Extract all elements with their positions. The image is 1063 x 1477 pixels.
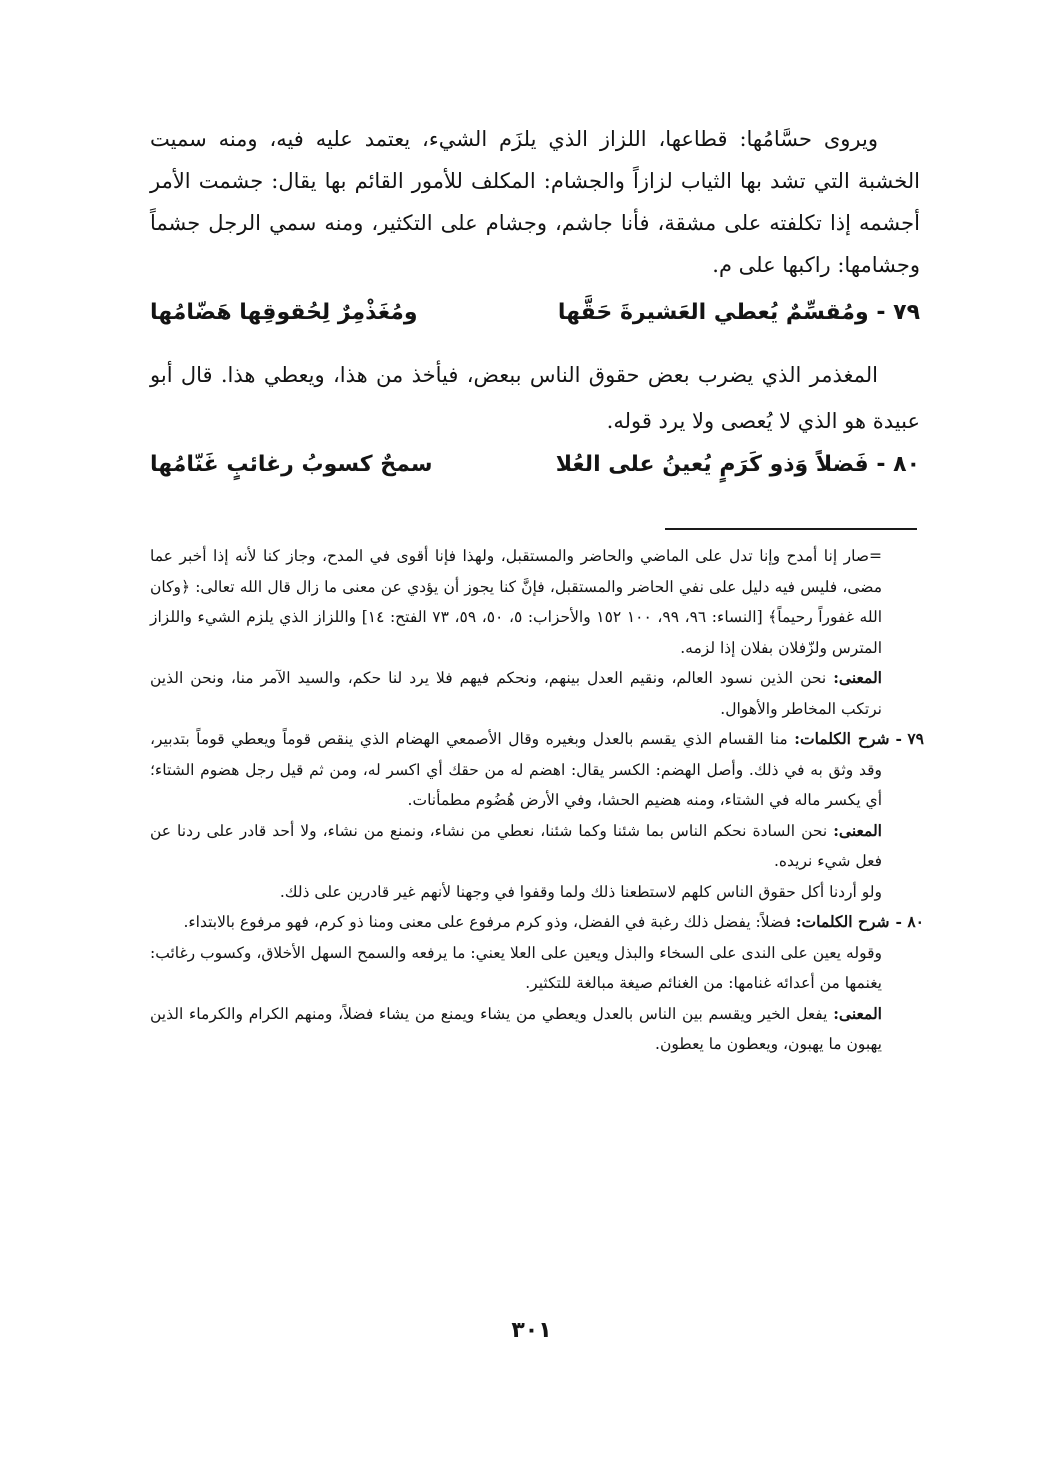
verse-79 — [150, 300, 920, 325]
footnote-79-meaning — [150, 816, 924, 877]
words-label-79: شرح الكلمات: — [794, 729, 890, 748]
footnote-79-lead — [890, 730, 925, 748]
verse-79-number: ٧٩ - — [876, 300, 920, 325]
footnote-79-extra: ولو أردنا أكل حقوق الناس كلهم لاستطعنا ذلك ولما وقفوا في وجهنا لأنهم غير قادرين على ذلك. — [279, 882, 882, 901]
footnote-separator — [665, 528, 917, 530]
footnote-80-lead — [890, 913, 925, 931]
verse-80-second-hemistich: سمحٌ كسوبُ رغائبٍ غَنّامُها — [150, 452, 433, 477]
meaning-label: المعنى: — [833, 668, 882, 687]
main-text — [150, 118, 920, 286]
footnote-80-number: ٨٠ - — [895, 912, 924, 931]
footnote-79-meaning-text: نحن السادة نحكم الناس بما شئنا وكما شئنا، نعطي من نشاء، ونمنع من نشاء، ولا أحد قادر على ردنا عن فعل شيء نريده. — [150, 821, 882, 870]
verse-79-first-hemistich — [558, 300, 920, 325]
verse-79-second-hemistich: ومُغَذْمِرٌ لِحُقوقِها هَضّامُها — [150, 300, 418, 325]
commentary-paragraph: ويروى حسَّامُها: قطاعها، اللزاز الذي يلزَم الشيء، يعتمد عليه فيه، ومنه سميت الخشبة التي تشد بها الثياب لزازاً والجشام: المكلف للأمور القائم بها يقال: جشمت الأمر أجشمه إذا تكلفته على مشقة، فأنا جاشم، وجشام على التكثير، ومنه سمي الرجل جشماً وجشامها: راكبها على م. — [150, 127, 920, 277]
footnote-80-words: فضلاً: يفضل ذلك رغبة في الفضل، وذو كرم مرفوع على معنى ومنا ذو كرم، فهو مرفوع بالابتداء. — [183, 913, 791, 931]
verse-79-first-text: ومُقسِّمٌ يُعطي العَشيرةَ حَقَّها — [557, 300, 869, 325]
footnote-80-meaning-text: يفعل الخير ويقسم بين الناس بالعدل ويعطي من يشاء ويمنع من يشاء فضلاً، ومنهم الكرام والكرماء الذين يهبون ما يهبون، ويعطون ما يعطون. — [150, 1004, 882, 1053]
footnote-79 — [150, 724, 924, 816]
words-label-80: شرح الكلمات: — [795, 912, 890, 931]
footnote-80-extra: وقوله يعين على الندى على السخاء والبذل ويعين على العلا يعني: ما يرفعه والسمح السهل الأخلاق، وكسوب رغائب: يغنمها من أعدائه غنامها: من الغنائم صيغة مبالغة للتكثير. — [150, 943, 882, 992]
meaning-text: نحن الذين نسود العالم، ونقيم العدل بينهم، ونحكم فيهم فلا يرد لنا حكم، والسيد الآمر منا، ونحن الذين نرتكب المخاطر والأهوال. — [150, 669, 882, 718]
footnote-79-words: منا القسام الذي يقسم بالعدل وبغيره وقال الأصمعي الهضام الذي ينقص قوماً ويعطي قوماً بتدبير، وقد وثق به في ذلك. وأصل الهضم: الكسر يقال: اهضم له من حقك أي اكسر له، ومن ثم قيل رجل هضوم الشتاء؛ أي يكسر ماله في الشتاء، ومنه هضيم الحشا، وفي الأرض هُضُوم مطمأنات. — [150, 730, 882, 809]
footnote-meaning-prev — [150, 663, 924, 724]
commentary-paragraph-2: المغذمر الذي يضرب بعض حقوق الناس ببعض، فيأخذ من هذا، ويعطي هذا. قال أبو عبيدة هو الذي لا يُعصى ولا يرد قوله. — [150, 363, 920, 433]
footnote-continuation: =صار إنا أمدح وإنا تدل على الماضي والحاضر والمستقبل، ولهذا فإنا أقوى في المدح، وجاز كنا لأنه إذا أخبر عما مضى، فليس فيه دليل على نفي الحاضر والمستقبل، فإنَّ كنا يجوز أن يؤدي عن معنى ما زال قال الله تعالى: ﴿وكان الله غفوراً رحيماً﴾ [النساء: ٩٦، ٩٩، ١٠٠ ١٥٢ والأحزاب: ٥، ٥٠، ٥٩، ٧٣ الفتح: ١٤] واللزاز الذي يلزم الشيء واللزاز المترس ولزّفلان بفلان إذا لزمه. — [150, 547, 882, 657]
footnote-80-meaning — [150, 999, 924, 1060]
footnote-79-number: ٧٩ - — [895, 729, 924, 748]
verse-80 — [150, 452, 920, 477]
footnotes — [150, 541, 924, 1060]
verse-80-first-hemistich — [556, 452, 920, 477]
main-text-2 — [150, 352, 920, 444]
verse-80-number: ٨٠ - — [876, 452, 920, 477]
footnote-80 — [150, 907, 924, 938]
meaning-label-79: المعنى: — [833, 820, 882, 840]
meaning-label-80: المعنى: — [833, 1003, 882, 1023]
verse-80-first-text: فَضلاً وَذو كَرَمٍ يُعينُ على العُلا — [555, 452, 869, 477]
page-number: ٣٠١ — [511, 1318, 552, 1343]
